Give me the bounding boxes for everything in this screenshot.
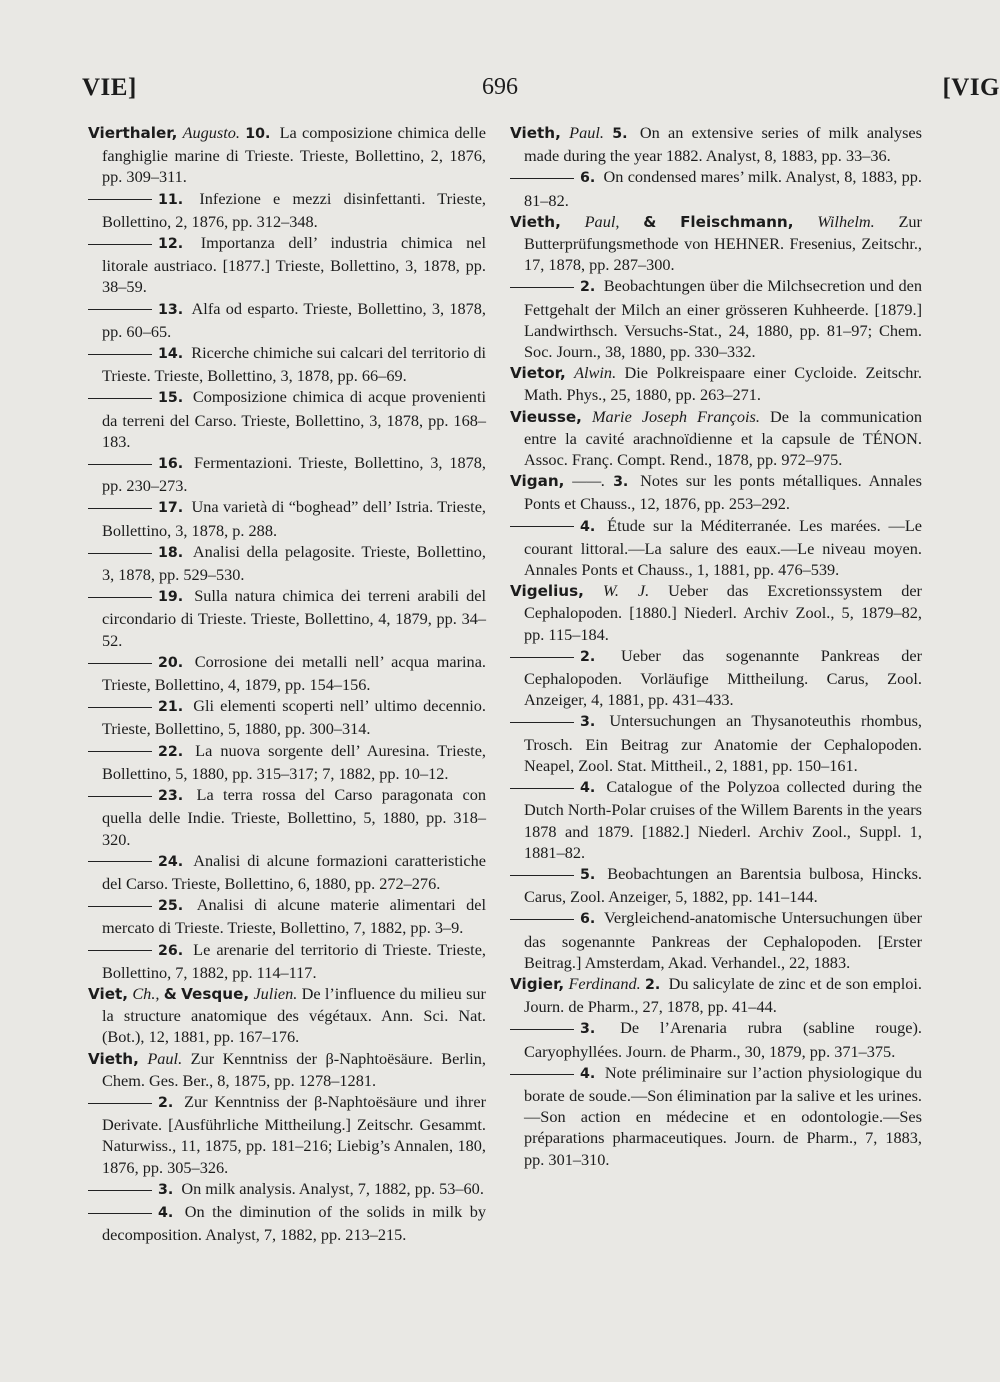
entry-text: Analisi di alcune formazioni caratteristiche del Carso. Trieste, Bollettino, 6, 1880, pp. 272–276. <box>102 850 487 893</box>
author-forename: Alwin. <box>574 363 617 383</box>
entry-text: Sulla natura chimica dei terreni arabili del circondario di Trieste. Trieste, Bollettino, 4, 1879, pp. 34–52. <box>102 586 486 650</box>
continuation-entry <box>88 939 486 983</box>
continuation-entry <box>510 776 922 863</box>
entry-number: 22. <box>158 743 184 760</box>
continuation-entry <box>88 342 486 386</box>
ditto-dash <box>88 199 152 200</box>
entry-number: 4. <box>580 1065 596 1082</box>
entry-text: Ricerche chimiche sui calcari del territorio di Trieste. Trieste, Bollettino, 3, 1878, pp. 66–69. <box>102 343 486 386</box>
entry-number: 19. <box>158 589 184 606</box>
entry-text: Beobachtungen an Barentsia bulbosa, Hincks. Carus, Zool. Anzeiger, 5, 1882, pp. 141–144. <box>524 863 922 907</box>
entry-number: 2. <box>645 976 661 993</box>
author-forename: Paul. <box>147 1048 183 1068</box>
continuation-entry <box>510 907 922 973</box>
coauthor-name: Vesque, <box>181 984 250 1003</box>
ditto-dash <box>88 398 152 399</box>
coauthor-forename: Wilhelm. <box>817 211 875 231</box>
entry-number: 14. <box>158 346 184 363</box>
continuation-entry <box>88 452 486 496</box>
entry-number: 6. <box>580 170 596 187</box>
entry-number: 12. <box>158 236 184 253</box>
entry-number: 2. <box>580 279 596 296</box>
entry-text: On condensed mares’ milk. Analyst, 8, 1883, pp. 81–82. <box>524 167 922 210</box>
continuation-entry <box>88 1201 486 1245</box>
continuation-entry <box>510 710 922 776</box>
entry-number: 3. <box>580 714 596 731</box>
author-name: Vieusse, <box>510 407 582 426</box>
entry-text: Infezione e mezzi disinfettanti. Trieste, Bollettino, 2, 1876, pp. 312–348. <box>102 188 487 231</box>
ditto-dash <box>88 796 152 797</box>
ditto-dash <box>510 722 574 723</box>
continuation-entry <box>88 850 486 894</box>
header-left-range: VIE] <box>82 74 137 101</box>
ditto-dash <box>88 861 152 862</box>
ditto-dash <box>88 464 152 465</box>
entry-number: 3. <box>158 1181 174 1198</box>
author-entry <box>510 362 922 405</box>
entry-number: 4. <box>158 1204 174 1221</box>
author-name: Vieth, <box>88 1049 139 1068</box>
author-forename: ——. <box>572 471 606 491</box>
author-forename: Ferdinand. <box>568 973 641 993</box>
entry-number: 16. <box>158 456 184 473</box>
entry-number: 3. <box>580 1021 596 1038</box>
author-entry <box>510 122 922 166</box>
continuation-entry <box>510 1062 922 1170</box>
entry-text: Untersuchungen an Thysanoteuthis rhombus, Trosch. Ein Beitrag zur Anatomie der Cephalopoden. Neapel, Zool. Stat. Mittheil., 2, 1881, pp. 150–161. <box>524 711 922 775</box>
ditto-dash <box>88 1213 152 1214</box>
ditto-dash <box>88 244 152 245</box>
entry-number: 13. <box>158 301 184 318</box>
entry-text: Composizione chimica di acque provenienti da terreni del Carso. Trieste, Bollettino, 3, 1878, pp. 168–183. <box>102 387 486 451</box>
entry-number: 26. <box>158 942 184 959</box>
entry-text: Étude sur la Méditerranée. Les marées. —Le courant littoral.—La salure des eaux.—Le niveau moyen. Annales Ponts et Chauss., 1, 1881, pp. 476–539. <box>524 515 922 580</box>
entry-number: 2. <box>580 648 596 665</box>
entry-number: 25. <box>158 898 184 915</box>
left-column <box>88 122 486 1245</box>
ditto-dash <box>88 354 152 355</box>
ditto-dash <box>88 707 152 708</box>
entry-text: De l’influence du milieu sur la structure anatomique des végétaux. Ann. Sci. Nat. (Bot.), 12, 1881, pp. 167–176. <box>102 983 486 1047</box>
entry-number: 4. <box>580 780 596 797</box>
author-forename: Marie Joseph François. <box>592 406 760 426</box>
author-entry <box>510 973 922 1017</box>
ditto-dash <box>88 1190 152 1191</box>
entry-text: Note préliminaire sur l’action physiologique du borate de soude.—Son élimination par la salive et les urines.—Son action en médecine et en odontologie.—Ses préparations pharmaceutiques. Journ. de Pharm., 7, 1883, pp. 301–310. <box>524 1062 922 1169</box>
entry-text: Analisi della pelagosite. Trieste, Bollettino, 3, 1878, pp. 529–530. <box>102 541 486 585</box>
author-name: Vigelius, <box>510 582 584 601</box>
ditto-dash <box>510 919 574 920</box>
ditto-dash <box>88 1103 152 1104</box>
ditto-dash <box>510 1074 574 1075</box>
continuation-entry <box>88 651 486 695</box>
continuation-entry <box>88 894 486 938</box>
right-column <box>510 122 922 1170</box>
entry-text: Ueber das sogenannte Pankreas der Cephalopoden. Vorläufige Mittheilung. Carus, Zool. Anzeiger, 4, 1881, pp. 431–433. <box>524 645 923 710</box>
author-name: Vieth, <box>510 124 561 142</box>
ditto-dash <box>510 526 574 527</box>
entry-text: Die Polkreispaare einer Cycloide. Zeitschr. Math. Phys., 25, 1880, pp. 263–271. <box>524 363 922 405</box>
entry-text: Corrosione dei metalli nell’ acqua marina. Trieste, Bollettino, 4, 1879, pp. 154–156. <box>102 651 486 695</box>
continuation-entry <box>88 784 486 850</box>
continuation-entry <box>510 275 922 362</box>
continuation-entry <box>88 1091 486 1178</box>
continuation-entry <box>88 386 486 452</box>
entry-number: 6. <box>580 911 596 928</box>
ditto-dash <box>88 663 152 664</box>
entry-number: 4. <box>580 518 596 535</box>
continuation-entry <box>88 298 486 342</box>
author-entry <box>88 1048 486 1091</box>
entry-text: Notes sur les ponts métalliques. Annales Ponts et Chauss., 12, 1876, pp. 253–292. <box>524 471 922 514</box>
ditto-dash <box>510 788 574 789</box>
entry-text: De l’Arenaria rubra (sabline rouge). Caryophyllées. Journ. de Pharm., 30, 1879, pp. 371–375. <box>524 1018 923 1061</box>
entry-text: Importanza dell’ industria chimica nel litorale austriaco. [1877.] Trieste, Bollettino, 3, 1878, pp. 38–59. <box>102 233 486 297</box>
entry-text: Gli elementi scoperti nell’ ultimo decennio. Trieste, Bollettino, 5, 1880, pp. 300–314. <box>102 696 486 739</box>
continuation-entry <box>510 1017 922 1061</box>
ditto-dash <box>88 553 152 554</box>
ditto-dash <box>510 657 574 658</box>
author-entry <box>510 211 922 276</box>
ampersand: & <box>163 984 177 1003</box>
entry-number: 15. <box>158 390 184 407</box>
entry-number: 3. <box>613 474 629 491</box>
entry-text: De la communication entre la cavité arachnoïdienne et la capsule de TÉNON. Assoc. Franç. Compt. Rend., 1878, pp. 972–975. <box>524 406 922 470</box>
entry-text: Zur Kenntniss der β-Naphtoësäure. Berlin, Chem. Ges. Ber., 8, 1875, pp. 1278–1281. <box>102 1048 486 1090</box>
entry-text: La terra rossa del Carso paragonata con quella delle Indie. Trieste, Bollettino, 5, 1880, pp. 318–320. <box>102 785 486 849</box>
ditto-dash <box>88 751 152 752</box>
entry-text: Analisi di alcune materie alimentari del mercato di Trieste. Trieste, Bollettino, 7, 1882, pp. 3–9. <box>102 895 487 938</box>
author-name: Vigan, <box>510 472 565 491</box>
continuation-entry <box>88 585 486 651</box>
entry-number: 18. <box>158 544 184 561</box>
entry-text: Zur Kenntniss der β-Naphtoësäure und ihrer Derivate. [Ausführliche Mittheilung.] Zeitschr. Gesammt. Naturwiss., 11, 1875, pp. 181–216; Liebig’s Annalen, 180, 1876, pp. 305–326. <box>102 1091 486 1177</box>
entry-text: Du salicylate de zinc et de son emploi. Journ. de Pharm., 27, 1878, pp. 41–44. <box>524 973 922 1017</box>
page-header <box>0 74 1000 114</box>
entry-number: 17. <box>158 500 184 517</box>
continuation-entry <box>510 515 922 581</box>
entry-text: La nuova sorgente dell’ Auresina. Trieste, Bollettino, 5, 1880, pp. 315–317; 7, 1882, pp. 10–12. <box>102 740 486 783</box>
entry-text: La composizione chimica delle fanghiglie marine di Trieste. Trieste, Bollettino, 2, 1876, pp. 309–311. <box>102 123 486 187</box>
entry-text: Alfa od esparto. Trieste, Bollettino, 3, 1878, pp. 60–65. <box>102 298 486 341</box>
author-forename: Ch., <box>132 983 160 1003</box>
entry-text: Catalogue of the Polyzoa collected during the Dutch North-Polar cruises of the Willem Barents in the years 1878 and 1879. [1882.] Niederl. Archiv Zool., Suppl. 1, 1881–82. <box>524 777 922 862</box>
continuation-entry <box>510 166 922 210</box>
entry-number: 5. <box>612 126 628 142</box>
entry-text: On the diminution of the solids in milk by decomposition. Analyst, 7, 1882, pp. 213–215. <box>102 1201 487 1245</box>
entry-text: Ueber das Excretionssystem der Cephalopoden. [1880.] Niederl. Archiv Zool., 5, 1879–82, pp. 115–184. <box>524 581 922 644</box>
entry-text: Vergleichend-anatomische Untersuchungen über das sogenannte Pankreas der Cephalopoden. [Erster Beitrag.] Amsterdam, Akad. Verhandel., 22, 1883. <box>524 908 922 972</box>
continuation-entry <box>88 695 486 739</box>
entry-number: 20. <box>158 654 184 671</box>
ditto-dash <box>88 309 152 310</box>
entry-number: 2. <box>158 1094 174 1111</box>
author-entry <box>510 470 922 514</box>
author-name: Vigier, <box>510 974 565 993</box>
author-name: Vietor, <box>510 364 566 383</box>
author-entry <box>510 580 922 645</box>
coauthor-name: Fleischmann, <box>680 212 794 231</box>
author-name: Vierthaler, <box>88 124 178 142</box>
ampersand: & <box>643 212 657 231</box>
continuation-entry <box>88 740 486 784</box>
entry-text: Fermentazioni. Trieste, Bollettino, 3, 1878, pp. 230–273. <box>102 453 486 496</box>
entry-number: 5. <box>580 866 596 883</box>
ditto-dash <box>510 178 574 179</box>
entry-text: Beobachtungen über die Milchsecretion und den Fettgehalt der Milch an einer grösseren Kuhheerde. [1879.] Landwirthsch. Versuchs-Stat., 24, 1880, pp. 81–97; Chem. Soc. Journ., 38, 1880, pp. 330–332. <box>524 276 922 362</box>
continuation-entry <box>510 645 922 711</box>
ditto-dash <box>88 906 152 907</box>
author-forename: Paul. <box>569 123 604 142</box>
author-entry <box>88 983 486 1048</box>
continuation-entry <box>88 232 486 298</box>
entry-text: On milk analysis. Analyst, 7, 1882, pp. 53–60. <box>181 1178 484 1198</box>
continuation-entry <box>88 541 486 585</box>
header-right-range: [VIG <box>942 74 1000 101</box>
entry-text: On an extensive series of milk analyses made during the year 1882. Analyst, 8, 1883, pp. 33–36. <box>524 123 922 166</box>
entry-text: Zur Butterprüfungsmethode von HEHNER. Fresenius, Zeitschr., 17, 1878, pp. 287–300. <box>524 211 922 275</box>
continuation-entry <box>88 496 486 540</box>
coauthor-forename: Julien. <box>253 983 298 1003</box>
ditto-dash <box>88 508 152 509</box>
entry-number: 23. <box>158 788 184 805</box>
continuation-entry <box>510 863 922 907</box>
ditto-dash <box>510 875 574 876</box>
continuation-entry <box>88 1178 486 1201</box>
entry-number: 11. <box>158 191 184 208</box>
entry-number: 21. <box>158 699 184 716</box>
continuation-entry <box>88 188 486 232</box>
author-forename: Paul, <box>584 211 620 231</box>
ditto-dash <box>510 1029 574 1030</box>
entry-text: Le arenarie del territorio di Trieste. Trieste, Bollettino, 7, 1882, pp. 114–117. <box>102 939 486 982</box>
ditto-dash <box>510 287 574 288</box>
ditto-dash <box>88 950 152 951</box>
page-number: 696 <box>482 74 518 100</box>
entry-text: Una varietà di “boghead” dell’ Istria. Trieste, Bollettino, 3, 1878, p. 288. <box>102 497 486 540</box>
author-name: Vieth, <box>510 212 561 231</box>
author-entry <box>510 406 922 471</box>
author-name: Viet, <box>88 984 129 1003</box>
ditto-dash <box>88 597 152 598</box>
entry-number: 10. <box>245 126 271 142</box>
author-forename: Augusto. <box>182 123 241 142</box>
author-forename: W. J. <box>602 581 650 601</box>
entry-number: 24. <box>158 853 184 870</box>
author-entry <box>88 122 486 188</box>
